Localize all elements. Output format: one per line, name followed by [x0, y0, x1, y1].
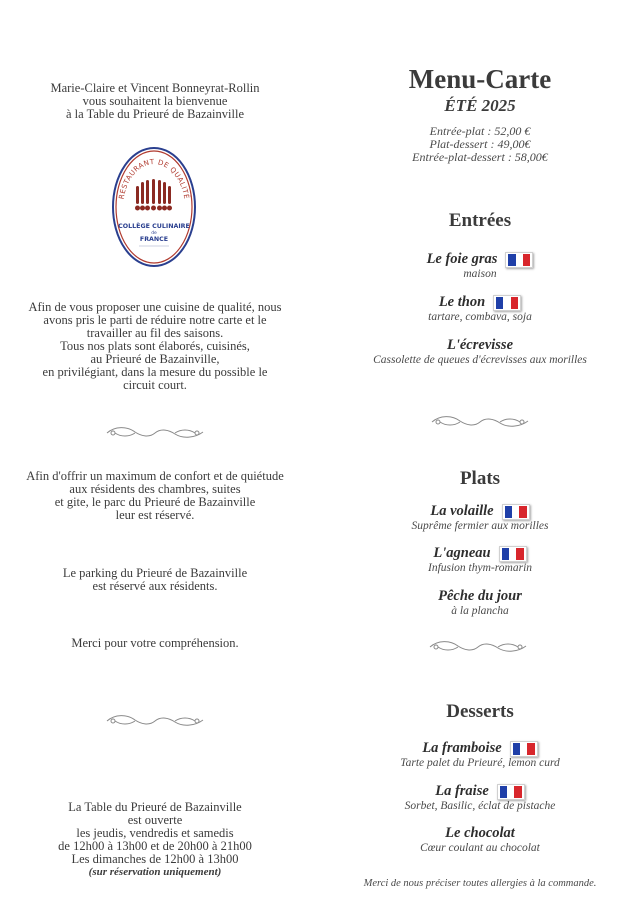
dish-description: Sorbet, Basilic, éclat de pistache — [404, 800, 556, 812]
dish-description: Infusion thym-romarin — [427, 562, 533, 574]
dish-item — [320, 291, 640, 323]
french-flag-icon — [497, 784, 525, 800]
allergy-note: Merci de nous préciser toutes allergies à la commande. — [363, 878, 597, 889]
dish-name: Le chocolat — [445, 825, 515, 841]
menu-title: Menu-Carte — [408, 64, 552, 94]
comfort-line: aux résidents des chambres, suites — [69, 482, 241, 496]
hours-line: Les dimanches de 12h00 à 13h00 — [71, 852, 239, 866]
section-heading-desserts: Desserts — [446, 701, 514, 722]
badge-arc-text: RESTAURANT DE QUALITÉ — [117, 157, 191, 200]
french-flag-icon — [505, 252, 533, 268]
dish-name: La volaille — [430, 503, 494, 519]
comfort-line: Afin d'offrir un maximum de confort et de quiétude — [26, 469, 284, 483]
dish-description: Cœur coulant au chocolat — [420, 842, 540, 854]
dish-item — [320, 585, 640, 617]
badge-line3: FRANCE — [139, 236, 169, 243]
hours-line: La Table du Prieuré de Bazainville — [68, 800, 242, 814]
dish-name: Le foie gras — [426, 251, 498, 267]
quality-line: au Prieuré de Bazainville, — [90, 352, 220, 366]
price-list — [320, 125, 640, 164]
welcome-line: vous souhaitent la bienvenue — [82, 94, 228, 108]
dish-item — [320, 334, 640, 366]
dish-item — [320, 248, 640, 280]
dish-name: Pêche du jour — [438, 588, 522, 604]
dish-name: La framboise — [422, 740, 502, 756]
hours-text — [0, 801, 310, 879]
parking-line: est réservé aux résidents. — [92, 579, 218, 593]
section-heading-plats: Plats — [459, 468, 501, 489]
quality-line: avons pris le parti de réduire notre carte et le — [43, 313, 267, 327]
dish-description: Tarte palet du Prieuré, lemon curd — [400, 757, 560, 769]
badge-line2: de — [151, 231, 157, 236]
quality-text — [0, 301, 310, 392]
dish-item — [320, 542, 640, 574]
thanks-text: Merci pour votre compréhension. — [71, 636, 239, 650]
dish-item — [320, 822, 640, 854]
badge-line1: COLLÈGE CULINAIRE — [118, 223, 190, 230]
welcome-text — [0, 82, 310, 121]
menu-season: ÉTÉ 2025 — [444, 96, 516, 115]
parking-line: Le parking du Prieuré de Bazainville — [62, 566, 248, 580]
ornament-divider-icon — [105, 712, 205, 734]
dish-name: L'agneau — [433, 545, 491, 561]
dish-item — [320, 737, 640, 769]
quality-line: Afin de vous proposer une cuisine de qualité, nous — [28, 300, 282, 314]
college-culinaire-badge-icon — [111, 146, 197, 268]
dish-description: à la plancha — [451, 605, 509, 617]
french-flag-icon — [502, 504, 530, 520]
welcome-line: Marie-Claire et Vincent Bonneyrat-Rollin — [50, 81, 260, 95]
french-flag-icon — [499, 546, 527, 562]
ornament-divider-icon — [428, 638, 528, 660]
dish-name: Le thon — [438, 294, 486, 310]
dish-item — [320, 500, 640, 532]
hours-line: de 12h00 à 13h00 et de 20h00 à 21h00 — [58, 839, 252, 853]
parking-text — [0, 567, 310, 593]
dish-description: tartare, combava, soja — [428, 311, 532, 323]
quality-line: circuit court. — [123, 378, 187, 392]
comfort-line: et gite, le parc du Prieuré de Bazainville — [54, 495, 256, 509]
quality-line: en privilégiant, dans la mesure du possible le — [42, 365, 268, 379]
reservation-note: (sur réservation uniquement) — [88, 866, 222, 878]
dish-name: L'écrevisse — [446, 337, 514, 353]
quality-line: travailler au fil des saisons. — [86, 326, 224, 340]
comfort-line: leur est réservé. — [115, 508, 195, 522]
hours-line: est ouverte — [127, 813, 183, 827]
welcome-line: à la Table du Prieuré de Bazainville — [66, 107, 244, 121]
french-flag-icon — [510, 741, 538, 757]
section-heading-entrees: Entrées — [448, 210, 512, 231]
ornament-divider-icon — [430, 413, 530, 435]
price-line: Plat-dessert : 49,00€ — [429, 137, 531, 151]
price-line: Entrée-plat-dessert : 58,00€ — [412, 150, 548, 164]
dish-description: maison — [463, 268, 497, 280]
price-line: Entrée-plat : 52,00 € — [429, 124, 531, 138]
comfort-text — [0, 470, 310, 522]
dish-item — [320, 780, 640, 812]
quality-line: Tous nos plats sont élaborés, cuisinés, — [60, 339, 250, 353]
dish-description: Suprême fermier aux morilles — [411, 520, 549, 532]
ornament-divider-icon — [105, 424, 205, 446]
hours-line: les jeudis, vendredis et samedis — [76, 826, 234, 840]
french-flag-icon — [493, 295, 521, 311]
dish-description: Cassolette de queues d'écrevisses aux morilles — [373, 354, 587, 366]
dish-name: La fraise — [435, 783, 489, 799]
